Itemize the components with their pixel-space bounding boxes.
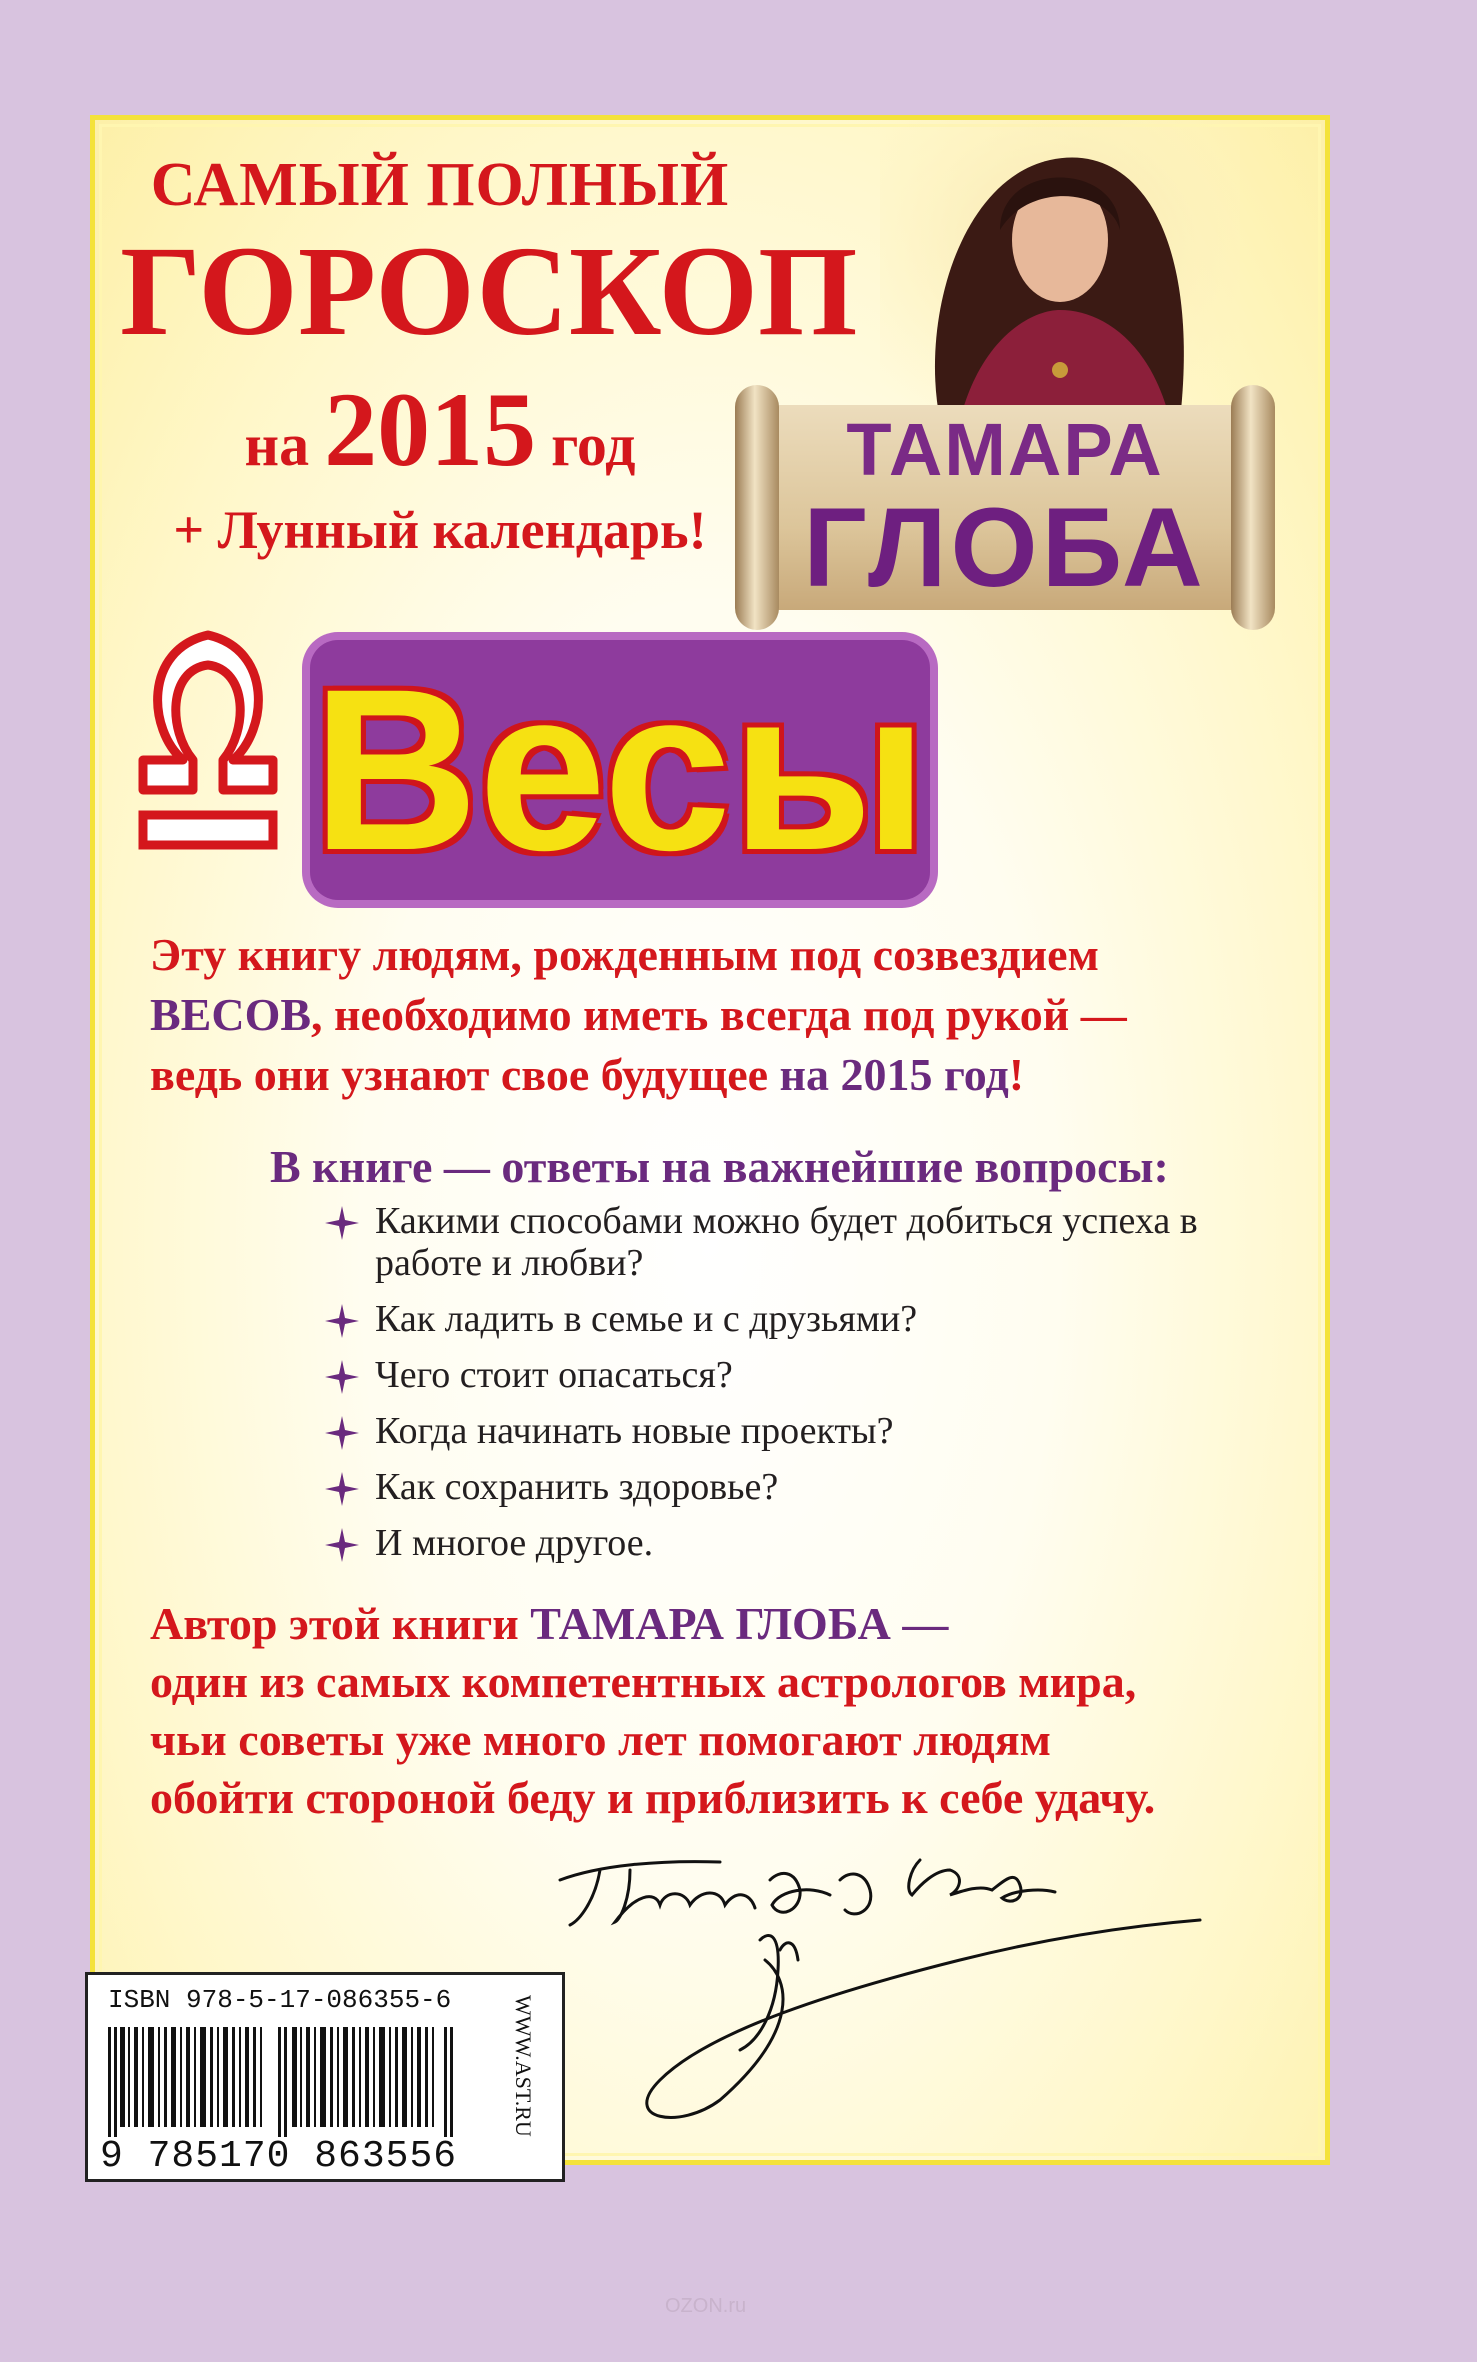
zodiac-banner (310, 640, 930, 900)
star-bullet-icon (325, 1206, 359, 1240)
questions-list (325, 1200, 1275, 1578)
title-line-2: ГОРОСКОП (120, 220, 858, 362)
publisher-url (506, 1995, 546, 2175)
author-para-line-4: обойти стороной беду и приблизить к себе удачу. (150, 1772, 1156, 1823)
author-para-text-1: Автор этой книги (150, 1598, 519, 1649)
watermark: OZON.ru (665, 2295, 747, 2317)
isbn-label: ISBN 978-5-17-086355-6 (108, 1985, 452, 2015)
star-bullet-icon (325, 1304, 359, 1338)
list-item (325, 1298, 1275, 1340)
intro-text-3: ведь они узнают свое будущее (150, 1049, 769, 1100)
author-portrait (880, 120, 1240, 420)
author-scroll (735, 385, 1275, 630)
isbn-digits: 9 785170 863556 (100, 2135, 458, 2178)
list-item (325, 1354, 1275, 1396)
libra-icon (128, 590, 288, 890)
list-item-text: Как ладить в семье и с друзьями? (375, 1298, 918, 1340)
intro-text-1: Эту книгу людям, рожденным под созвездием (150, 929, 1099, 980)
author-para-line-3: чьи советы уже много лет помогают людям (150, 1714, 1051, 1765)
list-item (325, 1410, 1275, 1452)
isbn-barcode-box (85, 1972, 565, 2182)
author-last-name: ГЛОБА (803, 485, 1207, 610)
questions-heading: В книге — ответы на важнейшие вопросы: (270, 1141, 1169, 1192)
author-para-line-2: один из самых компетентных астрологов мира, (150, 1656, 1137, 1707)
list-item-text: Когда начинать новые проекты? (375, 1410, 894, 1452)
intro-highlight-2: на 2015 год (779, 1049, 1009, 1100)
title-prefix: на (244, 412, 310, 478)
star-bullet-icon (325, 1416, 359, 1450)
publisher-url-text: WWW.AST.RU (511, 1995, 536, 2137)
intro-highlight-1: ВЕСОВ (150, 989, 312, 1040)
list-item-text: И многое другое. (375, 1522, 654, 1564)
title-year: 2015 (324, 371, 537, 488)
list-item-text: Чего стоит опасаться? (375, 1354, 733, 1396)
star-bullet-icon (325, 1528, 359, 1562)
zodiac-sign-name: Весы (312, 641, 928, 898)
list-item (325, 1200, 1275, 1284)
author-paragraph (150, 1595, 1280, 1827)
intro-paragraph (150, 925, 1250, 1105)
list-item (325, 1522, 1275, 1564)
title-line-1: САМЫЙ ПОЛНЫЙ (150, 151, 730, 219)
list-item-text: Какими способами можно будет добиться успеха в работе и любви? (375, 1200, 1198, 1284)
author-signature (540, 1810, 1310, 2140)
title-line-4: + Лунный календарь! (173, 500, 707, 560)
intro-text-4: ! (1008, 1049, 1025, 1100)
list-item-text: Как сохранить здоровье? (375, 1466, 779, 1508)
list-item (325, 1466, 1275, 1508)
star-bullet-icon (325, 1360, 359, 1394)
intro-text-2: , необходимо иметь всегда под рукой — (311, 989, 1127, 1040)
star-bullet-icon (325, 1472, 359, 1506)
book-title (120, 150, 858, 561)
author-para-highlight: ТАМАРА ГЛОБА — (530, 1598, 949, 1649)
title-line-3 (120, 369, 760, 491)
title-suffix: год (551, 412, 636, 478)
barcode-icon (108, 2027, 468, 2137)
author-first-name: ТАМАРА (846, 408, 1164, 491)
